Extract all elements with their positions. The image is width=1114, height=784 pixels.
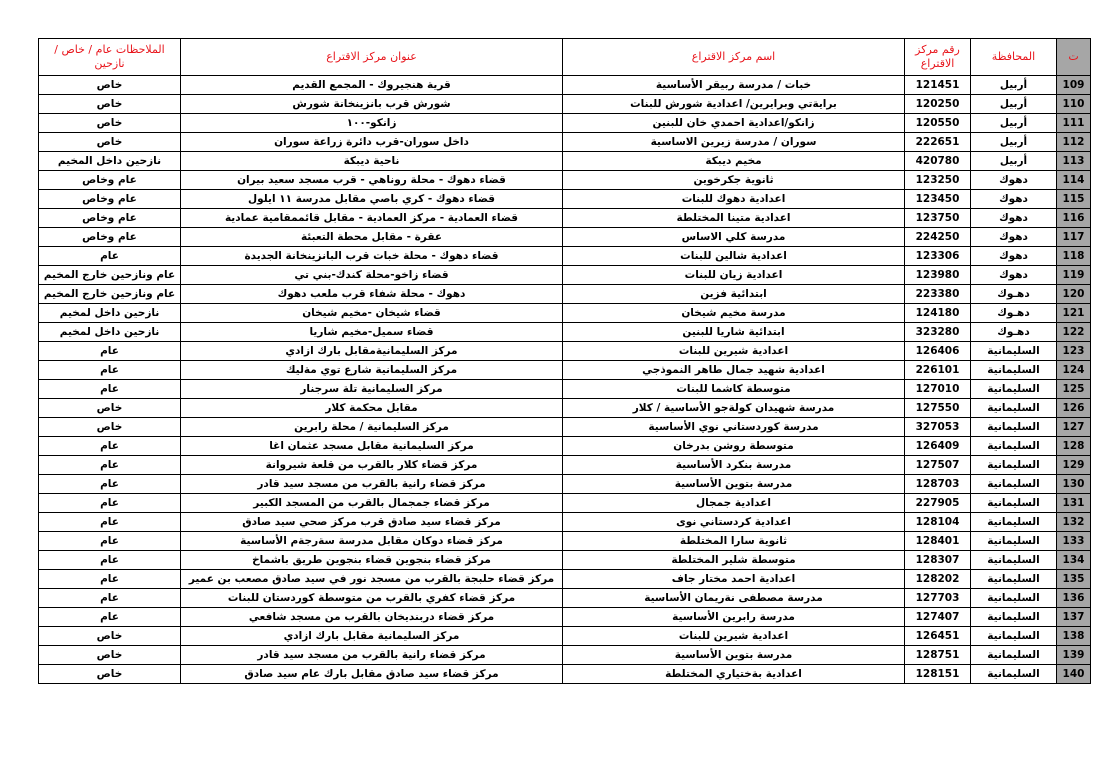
cell-province: دهوك	[971, 228, 1057, 247]
header-center-name: اسم مركز الاقتراع	[563, 39, 905, 76]
cell-seq: 133	[1057, 532, 1091, 551]
cell-province: دهـوك	[971, 304, 1057, 323]
cell-notes: عام وخاص	[39, 171, 181, 190]
cell-province: أربيل	[971, 133, 1057, 152]
table-row	[39, 228, 1091, 247]
table-row	[39, 665, 1091, 684]
cell-center-address: قضاء دهوك - كري باصي مقابل مدرسة ١١ ايلول	[181, 190, 563, 209]
cell-notes: عام	[39, 551, 181, 570]
cell-notes: نازحين داخل لمخيم	[39, 323, 181, 342]
cell-center-address: دهوك - محلة شفاء قرب ملعب دهوك	[181, 285, 563, 304]
cell-center-number: 127507	[905, 456, 971, 475]
cell-center-number: 126409	[905, 437, 971, 456]
cell-center-number: 128104	[905, 513, 971, 532]
cell-center-name: زانكو/اعدادية احمدي خان للبنين	[563, 114, 905, 133]
cell-province: دهوك	[971, 266, 1057, 285]
table-row	[39, 247, 1091, 266]
table-row	[39, 475, 1091, 494]
cell-notes: خاص	[39, 627, 181, 646]
cell-seq: 125	[1057, 380, 1091, 399]
cell-center-address: قضاء دهوك - محلة خبات قرب البانزينخانة الجديدة	[181, 247, 563, 266]
cell-notes: خاص	[39, 399, 181, 418]
cell-province: أربيل	[971, 114, 1057, 133]
cell-seq: 116	[1057, 209, 1091, 228]
cell-seq: 124	[1057, 361, 1091, 380]
cell-center-number: 128307	[905, 551, 971, 570]
cell-seq: 135	[1057, 570, 1091, 589]
cell-center-address: مركز السليمانية / محلة رابرين	[181, 418, 563, 437]
cell-center-name: مدرسة شهيدان كولةجو الأساسية / كلار	[563, 399, 905, 418]
table-header-row	[39, 39, 1091, 76]
cell-seq: 130	[1057, 475, 1091, 494]
cell-center-number: 121451	[905, 76, 971, 95]
cell-notes: عام	[39, 247, 181, 266]
cell-province: السليمانية	[971, 342, 1057, 361]
cell-center-number: 126406	[905, 342, 971, 361]
cell-province: السليمانية	[971, 665, 1057, 684]
cell-center-name: برايةتي وبرايرين/ اعدادية شورش للبنات	[563, 95, 905, 114]
cell-center-number: 127703	[905, 589, 971, 608]
cell-center-name: خبات / مدرسة ربيقر الأساسية	[563, 76, 905, 95]
cell-notes: عام وخاص	[39, 209, 181, 228]
cell-seq: 128	[1057, 437, 1091, 456]
cell-notes: نازحين داخل لمخيم	[39, 304, 181, 323]
cell-center-name: مدرسة رابرين الأساسية	[563, 608, 905, 627]
table-row	[39, 361, 1091, 380]
cell-seq: 113	[1057, 152, 1091, 171]
cell-center-number: 124180	[905, 304, 971, 323]
cell-center-name: اعدادية كردستاني نوى	[563, 513, 905, 532]
cell-center-address: شورش قرب بانزينخانة شورش	[181, 95, 563, 114]
cell-notes: خاص	[39, 114, 181, 133]
cell-province: السليمانية	[971, 532, 1057, 551]
cell-center-address: مركز قضاء دربنديخان بالقرب من مسجد شافعي	[181, 608, 563, 627]
cell-province: السليمانية	[971, 380, 1057, 399]
table-row	[39, 209, 1091, 228]
cell-notes: عام	[39, 494, 181, 513]
table-row	[39, 76, 1091, 95]
cell-center-number: 327053	[905, 418, 971, 437]
cell-notes: عام	[39, 437, 181, 456]
cell-center-name: اعدادية بةختياري المختلطة	[563, 665, 905, 684]
cell-seq: 123	[1057, 342, 1091, 361]
cell-center-name: مدرسة مخيم شيخان	[563, 304, 905, 323]
cell-center-number: 224250	[905, 228, 971, 247]
polling-centers-table	[38, 38, 1091, 684]
table-body	[39, 76, 1091, 684]
cell-center-number: 123750	[905, 209, 971, 228]
cell-center-address: قضاء سميل-مخيم شاريا	[181, 323, 563, 342]
cell-center-address: مركز السليمانيةمقابل بارك ازادي	[181, 342, 563, 361]
cell-seq: 122	[1057, 323, 1091, 342]
table-row	[39, 437, 1091, 456]
cell-center-number: 128401	[905, 532, 971, 551]
cell-seq: 136	[1057, 589, 1091, 608]
cell-center-number: 127550	[905, 399, 971, 418]
cell-center-address: عقرة - مقابل محطة التعبئة	[181, 228, 563, 247]
cell-seq: 119	[1057, 266, 1091, 285]
cell-province: دهـوك	[971, 323, 1057, 342]
cell-province: السليمانية	[971, 570, 1057, 589]
cell-center-number: 120550	[905, 114, 971, 133]
table-row	[39, 304, 1091, 323]
cell-center-address: مركز قضاء جمجمال بالقرب من المسجد الكبير	[181, 494, 563, 513]
cell-center-address: مركز قضاء حلبجة بالقرب من مسجد نور في سيد صادق مصعب بن عمير	[181, 570, 563, 589]
cell-notes: خاص	[39, 665, 181, 684]
cell-center-name: اعدادية دهوك للبنات	[563, 190, 905, 209]
cell-seq: 121	[1057, 304, 1091, 323]
cell-notes: عام	[39, 342, 181, 361]
cell-center-name: مدرسة كلي الاساس	[563, 228, 905, 247]
cell-province: السليمانية	[971, 437, 1057, 456]
cell-province: السليمانية	[971, 589, 1057, 608]
cell-province: أربيل	[971, 76, 1057, 95]
cell-province: أربيل	[971, 95, 1057, 114]
cell-center-name: متوسطة شلير المختلطة	[563, 551, 905, 570]
table-row	[39, 114, 1091, 133]
cell-center-number: 128703	[905, 475, 971, 494]
cell-notes: عام	[39, 456, 181, 475]
table-row	[39, 380, 1091, 399]
cell-center-name: سوران / مدرسة زيرين الاساسية	[563, 133, 905, 152]
table-row	[39, 646, 1091, 665]
cell-center-number: 123450	[905, 190, 971, 209]
header-seq: ت	[1057, 39, 1091, 76]
cell-center-address: مركز قضاء سيد صادق قرب مركز صحي سيد صادق	[181, 513, 563, 532]
cell-seq: 115	[1057, 190, 1091, 209]
cell-province: دهوك	[971, 247, 1057, 266]
cell-center-address: مركز السليمانية مقابل مسجد عثمان اغا	[181, 437, 563, 456]
cell-seq: 126	[1057, 399, 1091, 418]
cell-seq: 127	[1057, 418, 1091, 437]
header-notes: الملاحظات عام / خاص / نازحين	[39, 39, 181, 76]
cell-center-number: 323280	[905, 323, 971, 342]
table-row	[39, 570, 1091, 589]
cell-province: السليمانية	[971, 456, 1057, 475]
cell-province: السليمانية	[971, 551, 1057, 570]
cell-notes: خاص	[39, 418, 181, 437]
cell-province: السليمانية	[971, 399, 1057, 418]
cell-province: السليمانية	[971, 646, 1057, 665]
header-province: المحافظة	[971, 39, 1057, 76]
cell-seq: 111	[1057, 114, 1091, 133]
cell-center-name: اعدادية زيان للبنات	[563, 266, 905, 285]
cell-center-address: مركز السليمانية مقابل بارك ازادي	[181, 627, 563, 646]
cell-seq: 139	[1057, 646, 1091, 665]
cell-center-name: مخيم ديبكة	[563, 152, 905, 171]
table-row	[39, 285, 1091, 304]
cell-center-address: مركز قضاء كلار بالقرب من قلعة شيروانة	[181, 456, 563, 475]
cell-seq: 131	[1057, 494, 1091, 513]
cell-center-address: قضاء زاخو-محلة كندك-بني تي	[181, 266, 563, 285]
cell-seq: 129	[1057, 456, 1091, 475]
cell-province: دهوك	[971, 209, 1057, 228]
table-row	[39, 418, 1091, 437]
cell-center-name: مدرسة كوردستاني نوي الأساسية	[563, 418, 905, 437]
cell-province: دهوك	[971, 171, 1057, 190]
cell-center-number: 127407	[905, 608, 971, 627]
cell-province: السليمانية	[971, 494, 1057, 513]
cell-seq: 118	[1057, 247, 1091, 266]
table-row	[39, 494, 1091, 513]
table-row	[39, 456, 1091, 475]
cell-center-number: 123250	[905, 171, 971, 190]
cell-center-name: ثانوية سارا المختلطة	[563, 532, 905, 551]
cell-center-name: ابتدائية شاريا للبنين	[563, 323, 905, 342]
cell-center-name: مدرسة بتوين الأساسية	[563, 646, 905, 665]
cell-center-number: 226101	[905, 361, 971, 380]
cell-center-number: 227905	[905, 494, 971, 513]
cell-center-number: 420780	[905, 152, 971, 171]
cell-notes: عام	[39, 475, 181, 494]
cell-seq: 132	[1057, 513, 1091, 532]
cell-center-name: اعدادية شيرين للبنات	[563, 342, 905, 361]
cell-notes: خاص	[39, 133, 181, 152]
table-row	[39, 513, 1091, 532]
cell-center-number: 123306	[905, 247, 971, 266]
table-row	[39, 152, 1091, 171]
cell-center-number: 222651	[905, 133, 971, 152]
cell-seq: 114	[1057, 171, 1091, 190]
cell-center-address: قرية هنجيروك - المجمع القديم	[181, 76, 563, 95]
cell-notes: عام وخاص	[39, 190, 181, 209]
table-row	[39, 266, 1091, 285]
cell-center-address: ناحية ديبكة	[181, 152, 563, 171]
cell-seq: 117	[1057, 228, 1091, 247]
cell-province: السليمانية	[971, 513, 1057, 532]
cell-center-number: 128151	[905, 665, 971, 684]
cell-seq: 134	[1057, 551, 1091, 570]
cell-center-name: مدرسة بتوين الأساسية	[563, 475, 905, 494]
cell-center-name: ابتدائية فزين	[563, 285, 905, 304]
cell-center-number: 120250	[905, 95, 971, 114]
table-row	[39, 342, 1091, 361]
cell-center-address: مركز قضاء سيد صادق مقابل بارك عام سيد صادق	[181, 665, 563, 684]
cell-center-number: 223380	[905, 285, 971, 304]
cell-seq: 137	[1057, 608, 1091, 627]
cell-province: دهوك	[971, 190, 1057, 209]
cell-province: السليمانية	[971, 361, 1057, 380]
cell-center-name: اعدادية شهيد جمال طاهر النموذجي	[563, 361, 905, 380]
cell-notes: عام ونازحين خارج المخيم	[39, 285, 181, 304]
cell-center-name: اعدادية متينا المختلطة	[563, 209, 905, 228]
cell-center-address: قضاء دهوك - محلة روناهي - قرب مسجد سعيد بيران	[181, 171, 563, 190]
cell-notes: نازحين داخل المخيم	[39, 152, 181, 171]
cell-center-name: مدرسة مصطفى نةريمان الأساسية	[563, 589, 905, 608]
cell-province: أربيل	[971, 152, 1057, 171]
cell-province: السليمانية	[971, 608, 1057, 627]
table-row	[39, 627, 1091, 646]
cell-center-address: زانكو-١٠٠	[181, 114, 563, 133]
cell-center-name: اعدادية جمجال	[563, 494, 905, 513]
table-row	[39, 323, 1091, 342]
cell-center-number: 128751	[905, 646, 971, 665]
cell-province: السليمانية	[971, 475, 1057, 494]
cell-notes: خاص	[39, 76, 181, 95]
cell-center-address: مقابل محكمة كلار	[181, 399, 563, 418]
cell-notes: عام وخاص	[39, 228, 181, 247]
cell-center-name: اعدادية شيرين للبنات	[563, 627, 905, 646]
table-row	[39, 608, 1091, 627]
cell-seq: 138	[1057, 627, 1091, 646]
table-row	[39, 551, 1091, 570]
table-row	[39, 532, 1091, 551]
cell-seq: 112	[1057, 133, 1091, 152]
header-center-address: عنوان مركز الاقتراع	[181, 39, 563, 76]
table-row	[39, 95, 1091, 114]
cell-center-number: 126451	[905, 627, 971, 646]
cell-seq: 140	[1057, 665, 1091, 684]
cell-notes: عام	[39, 608, 181, 627]
table-row	[39, 399, 1091, 418]
cell-center-address: مركز قضاء رانية بالقرب من مسجد سيد قادر	[181, 646, 563, 665]
cell-center-address: قضاء العمادية - مركز العمادية - مقابل قائممقامية عمادية	[181, 209, 563, 228]
cell-notes: عام	[39, 361, 181, 380]
cell-center-address: داخل سوران-قرب دائرة زراعة سوران	[181, 133, 563, 152]
cell-notes: عام	[39, 589, 181, 608]
cell-center-number: 127010	[905, 380, 971, 399]
cell-center-number: 128202	[905, 570, 971, 589]
cell-notes: عام	[39, 380, 181, 399]
cell-notes: خاص	[39, 95, 181, 114]
cell-notes: خاص	[39, 646, 181, 665]
table-row	[39, 190, 1091, 209]
cell-center-name: ثانوية جكرخوين	[563, 171, 905, 190]
cell-center-address: مركز السليمانية تلة سرجنار	[181, 380, 563, 399]
cell-province: دهـوك	[971, 285, 1057, 304]
cell-seq: 110	[1057, 95, 1091, 114]
cell-center-address: مركز قضاء دوكان مقابل مدرسة سةرجةم الأساسية	[181, 532, 563, 551]
cell-center-name: اعدادية احمد مختار جاف	[563, 570, 905, 589]
header-center-number: رقم مركز الاقتراع	[905, 39, 971, 76]
cell-notes: عام	[39, 532, 181, 551]
cell-center-address: مركز قضاء رانية بالقرب من مسجد سيد قادر	[181, 475, 563, 494]
table-row	[39, 171, 1091, 190]
cell-notes: عام ونازحين خارج المخيم	[39, 266, 181, 285]
cell-center-name: متوسطة كاشما للبنات	[563, 380, 905, 399]
cell-center-name: مدرسة بنكرد الأساسية	[563, 456, 905, 475]
table-row	[39, 589, 1091, 608]
cell-seq: 120	[1057, 285, 1091, 304]
cell-seq: 109	[1057, 76, 1091, 95]
cell-notes: عام	[39, 570, 181, 589]
cell-center-address: مركز قضاء بنجوين قضاء بنجوين طريق باشماخ	[181, 551, 563, 570]
cell-province: السليمانية	[971, 627, 1057, 646]
cell-center-address: مركز قضاء كفري بالقرب من متوسطة كوردستان للبنات	[181, 589, 563, 608]
cell-center-address: قضاء شيخان -مخيم شيخان	[181, 304, 563, 323]
cell-center-address: مركز السليمانية شارع توي مةليك	[181, 361, 563, 380]
table-row	[39, 133, 1091, 152]
cell-province: السليمانية	[971, 418, 1057, 437]
cell-center-number: 123980	[905, 266, 971, 285]
cell-center-name: متوسطة روشن بدرخان	[563, 437, 905, 456]
cell-center-name: اعدادية شالين للبنات	[563, 247, 905, 266]
cell-notes: عام	[39, 513, 181, 532]
